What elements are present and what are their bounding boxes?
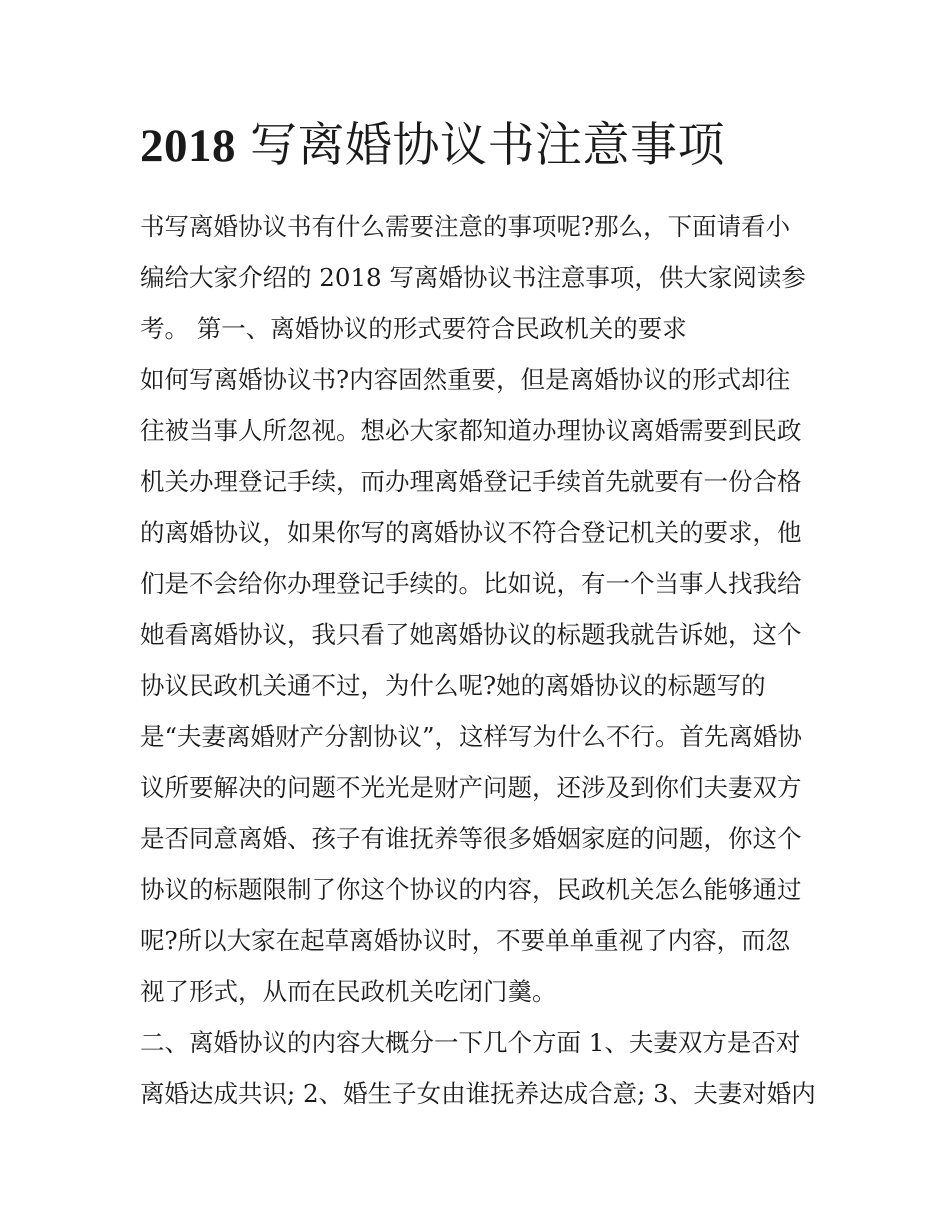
body-line: 如何写离婚协议书?内容固然重要，但是离婚协议的形式却往 (140, 365, 791, 394)
body-line: 议所要解决的问题不光光是财产问题，还涉及到你们夫妻双方 (140, 773, 802, 802)
body-line: 书写离婚协议书有什么需要注意的事项呢?那么，下面请看小 (140, 212, 791, 241)
body-line: 机关办理登记手续，而办理离婚登记手续首先就要有一份合格 (140, 467, 802, 496)
body-line: 们是不会给你办理登记手续的。比如说，有一个当事人找我给 (140, 569, 802, 598)
title-year: 2018 (140, 120, 236, 172)
body-line: 编给大家介绍的 2018 写离婚协议书注意事项，供大家阅读参 (140, 263, 806, 292)
body-line: 呢?所以大家在起草离婚协议时，不要单单重视了内容，而忽 (140, 926, 791, 955)
body-line: 二、离婚协议的内容大概分一下几个方面 1、夫妻双方是否对 (140, 1028, 801, 1057)
document-title (140, 116, 840, 176)
body-line: 她看离婚协议，我只看了她离婚协议的标题我就告诉她，这个 (140, 620, 802, 649)
body-line: 是“夫妻离婚财产分割协议”，这样写为什么不行。首先离婚协 (140, 722, 803, 751)
document-body (140, 201, 820, 1119)
body-line: 协议的标题限制了你这个协议的内容，民政机关怎么能够通过 (140, 875, 802, 904)
body-line: 考。 第一、离婚协议的形式要符合民政机关的要求 (140, 314, 687, 343)
title-text: 写离婚协议书注意事项 (250, 118, 725, 173)
body-line: 的离婚协议，如果你写的离婚协议不符合登记机关的要求，他 (140, 518, 802, 547)
body-line: 往被当事人所忽视。想必大家都知道办理协议离婚需要到民政 (140, 416, 802, 445)
body-line: 是否同意离婚、孩子有谁抚养等很多婚姻家庭的问题，你这个 (140, 824, 802, 853)
body-line: 离婚达成共识; 2、婚生子女由谁抚养达成合意; 3、夫妻对婚内 (140, 1079, 816, 1108)
body-line: 视了形式，从而在民政机关吃闭门羹。 (140, 977, 557, 1006)
body-line: 协议民政机关通不过，为什么呢?她的离婚协议的标题写的 (140, 671, 766, 700)
